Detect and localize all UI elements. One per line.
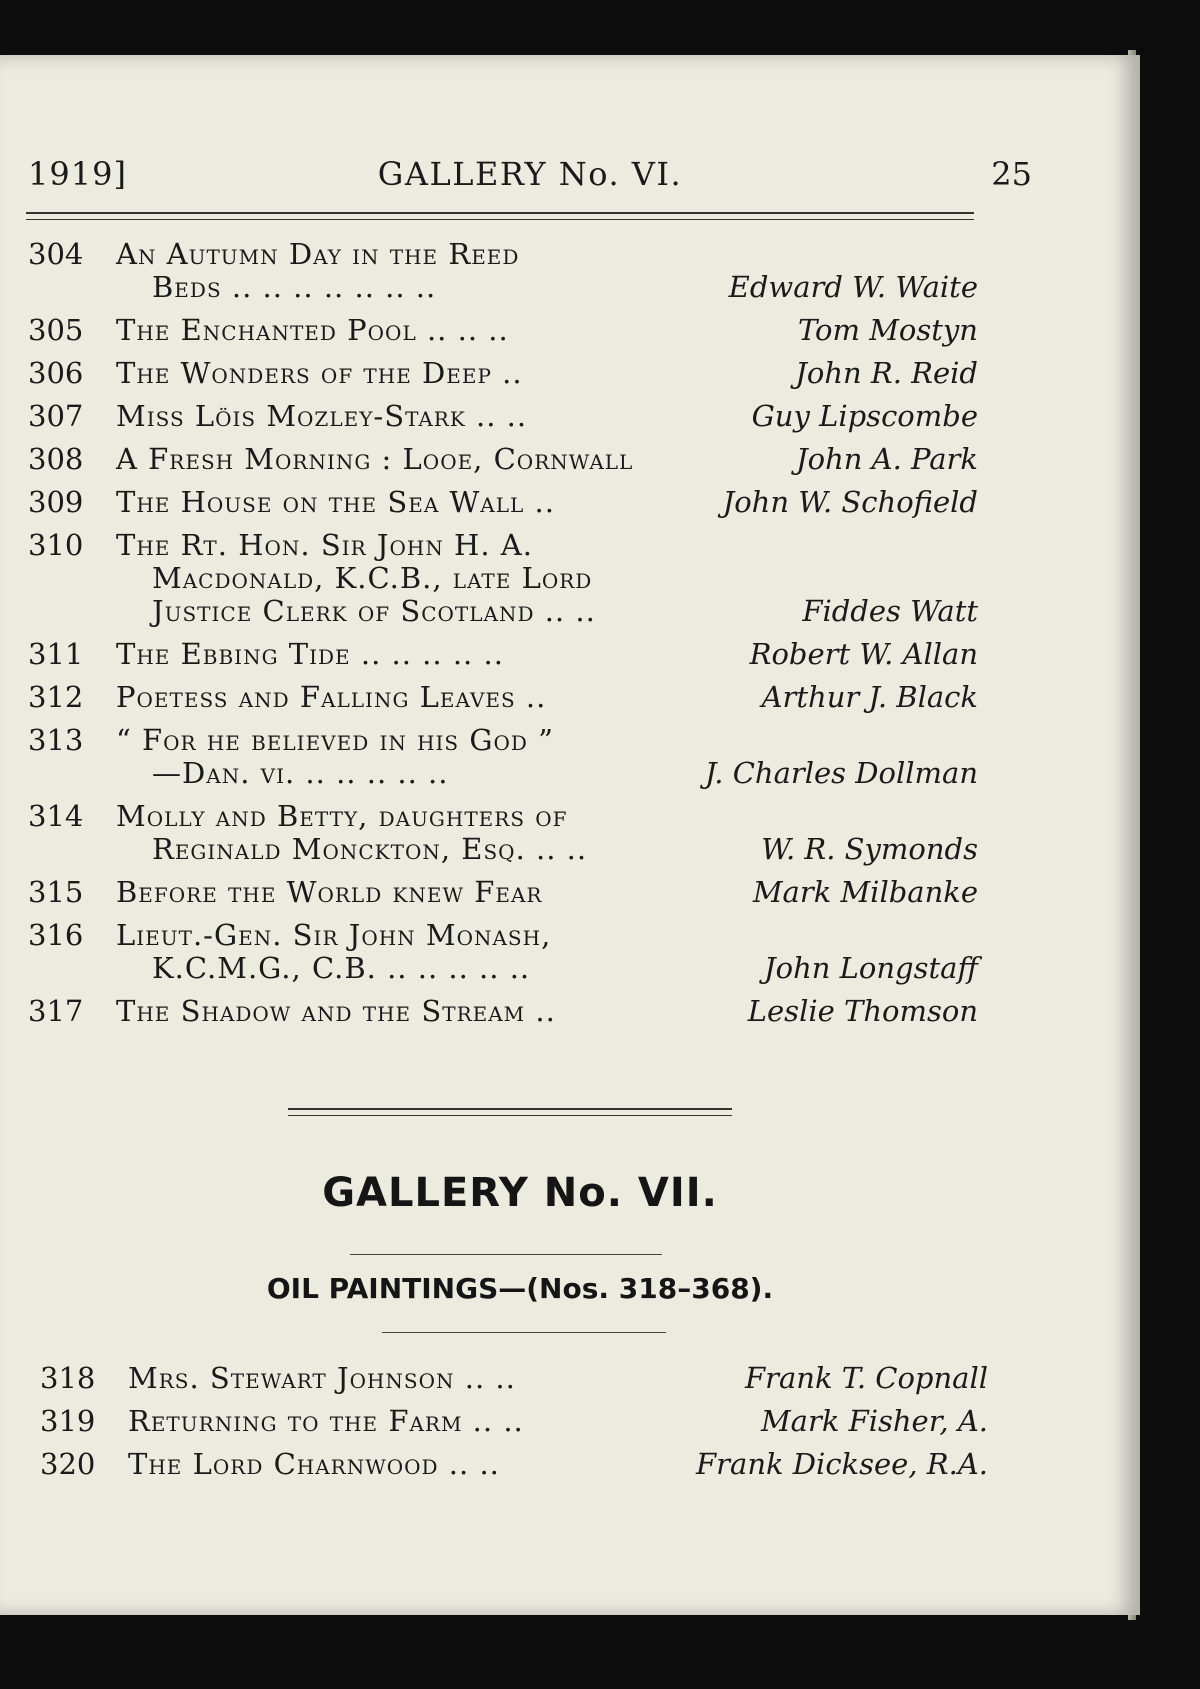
entry-artist: Frank Dicksee, R.A. xyxy=(696,1447,988,1481)
entry-artist: Leslie Thomson xyxy=(747,994,978,1028)
entry-artist: Fiddes Watt xyxy=(802,594,978,628)
entry-title xyxy=(116,681,978,714)
entry-number: 314 xyxy=(28,799,84,833)
page-number: 25 xyxy=(991,155,1032,193)
entry-title-text: The Ebbing Tide .. .. .. .. .. xyxy=(116,637,504,671)
entry-title-text: Lieut.-Gen. Sir John Monash, xyxy=(116,918,552,952)
entry-artist: John W. Schofield xyxy=(722,485,978,519)
gallery-vii-list xyxy=(40,1362,988,1491)
entry-title-text: Beds .. .. .. .. .. .. .. xyxy=(152,270,437,304)
header-year: 1919] xyxy=(28,155,127,193)
entry-title-line xyxy=(116,562,978,595)
catalogue-entry xyxy=(28,314,978,347)
entry-number: 313 xyxy=(28,723,84,757)
title-underline xyxy=(350,1254,662,1255)
entry-number: 305 xyxy=(28,313,84,347)
entry-title xyxy=(116,724,978,790)
entry-number: 320 xyxy=(40,1447,96,1481)
entry-title-text: Mrs. Stewart Johnson .. .. xyxy=(128,1361,516,1395)
entry-title xyxy=(116,357,978,390)
entry-title xyxy=(116,238,978,304)
entry-number: 312 xyxy=(28,680,84,714)
entry-title-text: The Shadow and the Stream .. xyxy=(116,994,556,1028)
entry-artist: Guy Lipscombe xyxy=(751,399,978,433)
entry-title-text: The Enchanted Pool .. .. .. xyxy=(116,313,509,347)
entry-artist: Robert W. Allan xyxy=(749,637,978,671)
entry-number: 315 xyxy=(28,875,84,909)
entry-title xyxy=(116,529,978,628)
entry-title-line xyxy=(116,400,978,433)
catalogue-entry xyxy=(28,357,978,390)
catalogue-entry xyxy=(40,1362,988,1395)
entry-title-line xyxy=(116,757,978,790)
entry-artist: Edward W. Waite xyxy=(728,270,978,304)
entry-title-line xyxy=(116,724,978,757)
catalogue-entry xyxy=(40,1405,988,1438)
entry-title-line xyxy=(116,271,978,304)
entry-title-line xyxy=(116,876,978,909)
entry-artist: J. Charles Dollman xyxy=(704,756,978,790)
entry-title-text: Poetess and Falling Leaves .. xyxy=(116,680,547,714)
entry-artist: Mark Milbanke xyxy=(752,875,978,909)
entry-title-text: Miss Löis Mozley-Stark .. .. xyxy=(116,399,528,433)
entry-number: 306 xyxy=(28,356,84,390)
entry-title-text: Before the World knew Fear xyxy=(116,875,543,909)
entry-artist: Mark Fisher, A. xyxy=(760,1404,988,1438)
catalogue-entry xyxy=(28,724,978,790)
entry-number: 308 xyxy=(28,442,84,476)
entry-title-line xyxy=(116,995,978,1028)
catalogue-entry xyxy=(28,443,978,476)
entry-title xyxy=(116,400,978,433)
catalogue-entry xyxy=(28,529,978,628)
entry-title-text: An Autumn Day in the Reed xyxy=(116,237,520,271)
entry-number: 317 xyxy=(28,994,84,1028)
entry-title xyxy=(116,443,978,476)
catalogue-entry xyxy=(28,681,978,714)
section-divider-rule xyxy=(288,1108,732,1116)
header-rule xyxy=(26,212,974,220)
entry-title xyxy=(116,876,978,909)
entry-title-text: The Rt. Hon. Sir John H. A. xyxy=(116,528,533,562)
entry-title xyxy=(116,314,978,347)
running-header xyxy=(28,150,1032,200)
entry-title-text: Macdonald, K.C.B., late Lord xyxy=(152,561,593,595)
entry-title-text: Returning to the Farm .. .. xyxy=(128,1404,524,1438)
entry-number: 316 xyxy=(28,918,84,952)
entry-artist: W. R. Symonds xyxy=(761,832,978,866)
catalogue-entry xyxy=(28,919,978,985)
catalogue-entry xyxy=(28,800,978,866)
entry-artist: John Longstaff xyxy=(764,951,978,985)
entry-title xyxy=(128,1405,988,1438)
entry-title xyxy=(116,995,978,1028)
entry-title-text: —Dan. vi. .. .. .. .. .. xyxy=(152,756,449,790)
entry-artist: Frank T. Copnall xyxy=(745,1361,988,1395)
gallery-vi-list xyxy=(28,238,978,1038)
entry-title-line xyxy=(116,529,978,562)
entry-number: 304 xyxy=(28,237,84,271)
entry-title-line xyxy=(128,1405,988,1438)
entry-title-text: Reginald Monckton, Esq. .. .. xyxy=(152,832,588,866)
entry-number: 309 xyxy=(28,485,84,519)
entry-title xyxy=(116,919,978,985)
entry-artist: John A. Park xyxy=(796,442,978,476)
entry-title-text: “ For he believed in his God ” xyxy=(116,723,554,757)
entry-title-line xyxy=(128,1362,988,1395)
catalogue-entry xyxy=(28,995,978,1028)
entry-title-text: Molly and Betty, daughters of xyxy=(116,799,568,833)
catalogue-entry xyxy=(28,876,978,909)
entry-artist: John R. Reid xyxy=(795,356,978,390)
entry-title xyxy=(116,486,978,519)
entry-title-line xyxy=(128,1448,988,1481)
section-title: GALLERY No. VII. xyxy=(322,1170,718,1216)
entry-title-text: The Lord Charnwood .. .. xyxy=(128,1447,500,1481)
entry-title-line xyxy=(116,681,978,714)
entry-number: 307 xyxy=(28,399,84,433)
entry-title xyxy=(116,800,978,866)
catalogue-entry xyxy=(28,238,978,304)
entry-title-line xyxy=(116,638,978,671)
entry-title-text: A Fresh Morning : Looe, Cornwall xyxy=(116,442,634,476)
entry-number: 311 xyxy=(28,637,84,671)
entry-artist: Tom Mostyn xyxy=(797,313,978,347)
entry-title-text: The Wonders of the Deep .. xyxy=(116,356,523,390)
entry-title-line xyxy=(116,238,978,271)
entry-title xyxy=(128,1362,988,1395)
entry-title xyxy=(116,638,978,671)
entry-title-line xyxy=(116,357,978,390)
catalogue-entry xyxy=(28,638,978,671)
header-gallery-title: GALLERY No. VI. xyxy=(377,155,683,193)
entry-number: 319 xyxy=(40,1404,96,1438)
catalogue-entry xyxy=(28,486,978,519)
entry-title-line xyxy=(116,486,978,519)
entry-title-text: Justice Clerk of Scotland .. .. xyxy=(152,594,596,628)
catalogue-entry xyxy=(28,400,978,433)
entry-title-line xyxy=(116,833,978,866)
subtitle-underline xyxy=(382,1332,666,1333)
entry-title-line xyxy=(116,443,978,476)
entry-title-line xyxy=(116,595,978,628)
catalogue-entry xyxy=(40,1448,988,1481)
entry-number: 310 xyxy=(28,528,84,562)
entry-title-line xyxy=(116,952,978,985)
entry-title-text: The House on the Sea Wall .. xyxy=(116,485,555,519)
entry-title-line xyxy=(116,314,978,347)
section-subtitle: OIL PAINTINGS—(Nos. 318–368). xyxy=(266,1272,774,1305)
entry-number: 318 xyxy=(40,1361,96,1395)
entry-title-text: K.C.M.G., C.B. .. .. .. .. .. xyxy=(152,951,531,985)
entry-title-line xyxy=(116,919,978,952)
entry-artist: Arthur J. Black xyxy=(761,680,978,714)
entry-title xyxy=(128,1448,988,1481)
entry-title-line xyxy=(116,800,978,833)
